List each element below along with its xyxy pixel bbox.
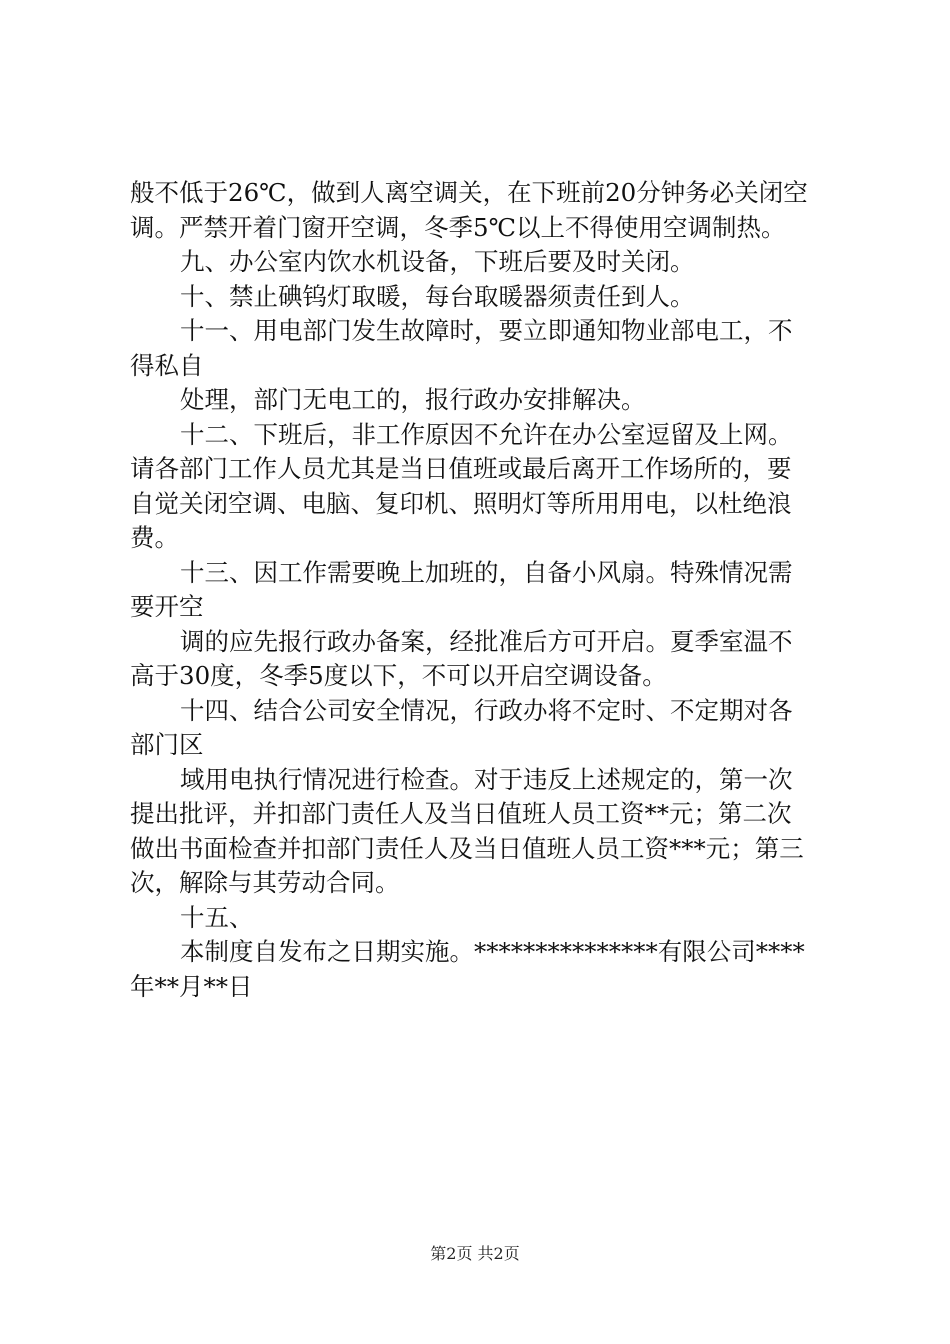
paragraph-line: 十四、结合公司安全情况，行政办将不定时、不定期对各 xyxy=(180,695,793,725)
document-body xyxy=(130,176,830,1004)
paragraph-line: 般不低于26℃，做到人离空调关，在下班前20分钟务必关闭空 xyxy=(130,178,808,207)
paragraph-line: 十、禁止碘钨灯取暖，每台取暖器须责任到人。 xyxy=(180,281,695,311)
paragraph-line: 九、办公室内饮水机设备，下班后要及时关闭。 xyxy=(180,247,695,276)
paragraph-line: 自觉关闭空调、电脑、复印机、照明灯等所用用电，以杜绝浪 xyxy=(130,488,792,518)
paragraph-line: 十一、用电部门发生故障时，要立即通知物业部电工，不 xyxy=(180,316,793,345)
paragraph-line: 年**月**日 xyxy=(130,971,253,1001)
paragraph-line: 费。 xyxy=(130,523,179,552)
paragraph-line: 本制度自发布之日期实施。***************有限公司**** xyxy=(180,937,805,966)
paragraph-line: 得私自 xyxy=(130,350,204,380)
paragraph-line: 要开空 xyxy=(130,592,204,621)
paragraph-line: 高于30度，冬季5度以下，不可以开启空调设备。 xyxy=(130,661,667,690)
paragraph-line: 域用电执行情况进行检查。对于违反上述规定的，第一次 xyxy=(180,764,793,794)
paragraph-line: 处理，部门无电工的，报行政办安排解决。 xyxy=(180,385,646,414)
paragraph-line: 部门区 xyxy=(130,730,204,759)
page-number-footer: 第2页 共2页 xyxy=(430,1244,520,1263)
paragraph-line: 次，解除与其劳动合同。 xyxy=(130,868,400,897)
paragraph-line: 十三、因工作需要晚上加班的，自备小风扇。特殊情况需 xyxy=(180,557,793,587)
paragraph-line: 十五、 xyxy=(180,902,254,932)
paragraph-line: 调的应先报行政办备案，经批准后方可开启。夏季室温不 xyxy=(180,626,793,656)
paragraph-line: 提出批评，并扣部门责任人及当日值班人员工资**元；第二次 xyxy=(130,799,792,828)
paragraph-line: 调。严禁开着门窗开空调，冬季5℃以上不得使用空调制热。 xyxy=(130,212,786,242)
paragraph-line: 十二、下班后，非工作原因不允许在办公室逗留及上网。 xyxy=(180,419,793,449)
paragraph-line: 做出书面检查并扣部门责任人及当日值班人员工资***元；第三 xyxy=(130,833,804,863)
paragraph-line: 请各部门工作人员尤其是当日值班或最后离开工作场所的，要 xyxy=(130,454,792,483)
